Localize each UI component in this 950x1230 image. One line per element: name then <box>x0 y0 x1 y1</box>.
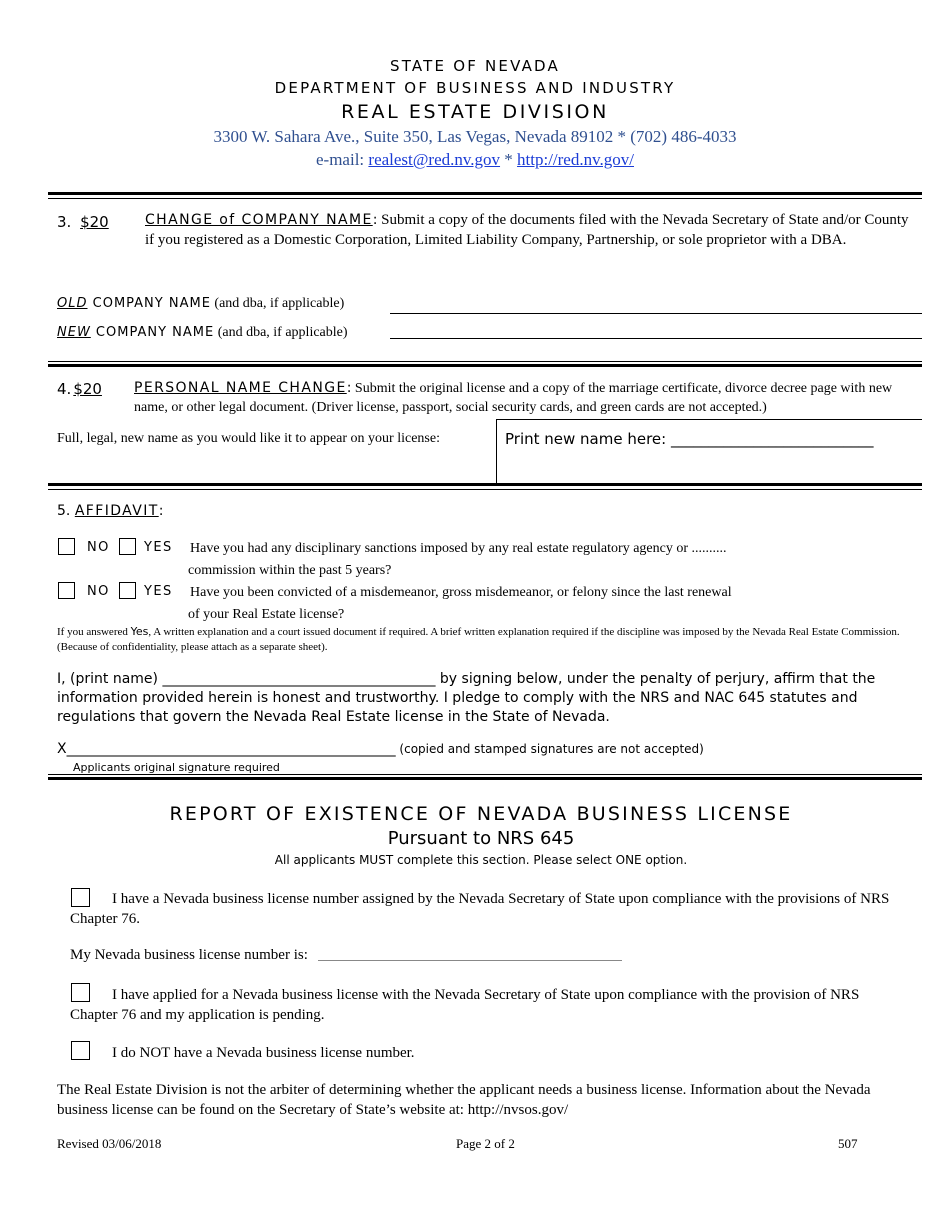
new-label: COMPANY NAME <box>90 325 215 340</box>
note-prefix: If you answered <box>57 626 131 638</box>
header-state: STATE OF NEVADA <box>389 57 561 75</box>
divider <box>48 192 922 195</box>
option1-text: I have a Nevada business license number assigned by the Nevada Secretary of State upon compliance with the provisions of NRS Chapter 76. <box>70 891 890 927</box>
q1-text-line1: Have you had any disciplinary sanctions imposed by any real estate regulatory agency or .......... <box>190 541 727 556</box>
new-company-name-input[interactable] <box>390 338 922 339</box>
divider <box>48 198 922 199</box>
website-link[interactable]: http://red.nv.gov/ <box>517 150 634 169</box>
license-number-input[interactable] <box>318 960 622 961</box>
old-label: COMPANY NAME <box>87 296 211 311</box>
footer-page: Page 2 of 2 <box>456 1136 515 1151</box>
q1-no-label: NO <box>87 540 110 555</box>
signature-row <box>57 741 704 757</box>
footer-revised: Revised 03/06/2018 <box>57 1136 162 1151</box>
section5-title: AFFIDAVIT <box>74 503 159 519</box>
q2-text-line2: of your Real Estate license? <box>188 607 345 622</box>
section4-number-fee <box>57 380 102 399</box>
signature-caption: Applicants original signature required <box>73 761 280 774</box>
divider <box>48 364 922 367</box>
report-instruction: All applicants MUST complete this section. Please select ONE option. <box>274 853 688 867</box>
section5-heading <box>57 503 163 519</box>
section3-description-block <box>145 210 915 250</box>
print-name-box[interactable] <box>496 419 922 483</box>
header-address: 3300 W. Sahara Ave., Suite 350, Las Vegas, Nevada 89102 * (702) 486-4033 <box>213 127 737 146</box>
section4-fee: $20 <box>73 380 102 398</box>
section3-fee: $20 <box>80 213 109 231</box>
contact-separator: * <box>500 150 518 169</box>
full-name-label: Full, legal, new name as you would like it to appear on your license: <box>57 431 440 446</box>
q2-no-checkbox[interactable] <box>58 582 75 599</box>
new-prefix: NEW <box>57 325 91 340</box>
print-name-label: Print new name here: ___________________________ <box>505 430 874 448</box>
section3-number: 3. <box>57 213 72 231</box>
divider <box>48 774 922 775</box>
license-number-label: My Nevada business license number is: <box>70 947 308 963</box>
section4-title: PERSONAL NAME CHANGE <box>134 380 347 396</box>
email-label: e-mail: <box>316 150 369 169</box>
divider <box>48 777 922 780</box>
q2-no-label: NO <box>87 584 110 599</box>
old-prefix: OLD <box>57 296 88 311</box>
q2-yes-label: YES <box>144 584 173 599</box>
footer-form-number: 507 <box>838 1136 858 1151</box>
q2-text-line1: Have you been convicted of a misdemeanor, gross misdemeanor, or felony since the last renewal <box>190 585 732 600</box>
section4-number: 4. <box>57 380 72 398</box>
q2-yes-checkbox[interactable] <box>119 582 136 599</box>
header-department: DEPARTMENT OF BUSINESS AND INDUSTRY <box>274 79 676 97</box>
affirmation-text: I, (print name) _______________________________________ by signing below, under the penalty of perjury, affirm that the information provided herein is honest and trustworthy. I pledge to comply with the NRS and NAC 645 statutes and regulations that govern the Nevada Real Estate license in the State of Nevada. <box>57 671 876 725</box>
header-division: REAL ESTATE DIVISION <box>341 101 609 123</box>
signature-line[interactable]: X_______________________________________________ <box>57 741 396 757</box>
report-title: REPORT OF EXISTENCE OF NEVADA BUSINESS LICENSE <box>169 803 793 825</box>
old-company-name-input[interactable] <box>390 313 922 314</box>
divider <box>48 483 922 486</box>
old-note: (and dba, if applicable) <box>210 296 345 311</box>
q1-no-checkbox[interactable] <box>58 538 75 555</box>
section3-colon: : <box>372 212 378 228</box>
section3-number-fee <box>57 213 109 232</box>
signature-note: (copied and stamped signatures are not accepted) <box>395 742 704 756</box>
header-contact <box>0 150 950 170</box>
new-note: (and dba, if applicable) <box>214 325 348 340</box>
affidavit-note <box>57 624 917 655</box>
new-company-name-label <box>57 324 348 342</box>
section3-title: CHANGE of COMPANY NAME <box>145 212 373 228</box>
disclaimer-text: The Real Estate Division is not the arbiter of determining whether the applicant needs a business license. Information about the Nevada business license can be found on the Secretary of State’s website at: http://nvsos.gov/ <box>57 1082 871 1118</box>
section4-description-block <box>134 379 919 417</box>
section4-colon: : <box>346 380 352 396</box>
section5-colon: : <box>158 503 164 519</box>
q1-text-line2: commission within the past 5 years? <box>188 563 392 578</box>
option3-text: I do NOT have a Nevada business license number. <box>112 1045 415 1061</box>
q1-yes-label: YES <box>144 540 173 555</box>
section3-description: Submit a copy of the documents filed with the Nevada Secretary of State and/or County if you registered as a Domestic Corporation, Limited Liability Company, Partnership, or sole proprietor with a DBA. <box>145 212 909 248</box>
divider <box>48 489 922 490</box>
old-company-name-label <box>57 295 344 313</box>
note-yes: Yes <box>130 625 149 638</box>
option3-checkbox[interactable] <box>71 1041 90 1060</box>
section4-description: Submit the original license and a copy of the marriage certificate, divorce decree page with new name, or other legal document. (Driver license, passport, social security cards, and green cards are not accepted.) <box>134 381 893 415</box>
q1-yes-checkbox[interactable] <box>119 538 136 555</box>
email-link[interactable]: realest@red.nv.gov <box>368 150 501 169</box>
section5-number: 5. <box>57 503 71 519</box>
report-subtitle: Pursuant to NRS 645 <box>387 828 575 849</box>
note-text: , A written explanation and a court issued document if required. A brief written explanation required if the discipline was imposed by the Nevada Real Estate Commission. (Because of confidentiality, please attach as a separate sheet). <box>57 626 900 653</box>
option2-text: I have applied for a Nevada business license with the Nevada Secretary of State upon compliance with the provision of NRS Chapter 76 and my application is pending. <box>70 987 860 1023</box>
divider <box>48 361 922 362</box>
